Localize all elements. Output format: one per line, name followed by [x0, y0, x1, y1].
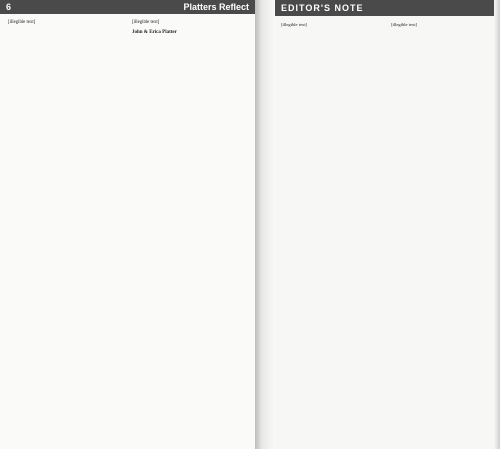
- left-column-1: [8, 20, 124, 36]
- page-edge: [494, 0, 500, 449]
- left-page-columns: [8, 20, 248, 36]
- right-header-title: EDITOR'S NOTE: [281, 3, 364, 13]
- book-gutter: [255, 0, 275, 449]
- left-page-header: [0, 0, 255, 14]
- signature: John & Erica Platter: [132, 30, 177, 36]
- right-col1-paragraph: [illegible text]: [281, 22, 308, 27]
- left-column-2: [132, 20, 248, 36]
- right-col2-paragraph: [illegible text]: [391, 22, 418, 27]
- left-col2-paragraph: [illegible text]: [132, 20, 160, 25]
- right-page-header: [275, 0, 500, 16]
- right-column-2: [391, 22, 493, 32]
- page-number: 6: [6, 2, 12, 12]
- left-header-title: Platters Reflect: [183, 2, 249, 12]
- right-page: [275, 0, 500, 449]
- left-col1-paragraph: [illegible text]: [8, 20, 36, 25]
- right-column-1: [281, 22, 383, 32]
- right-page-columns: [281, 22, 493, 32]
